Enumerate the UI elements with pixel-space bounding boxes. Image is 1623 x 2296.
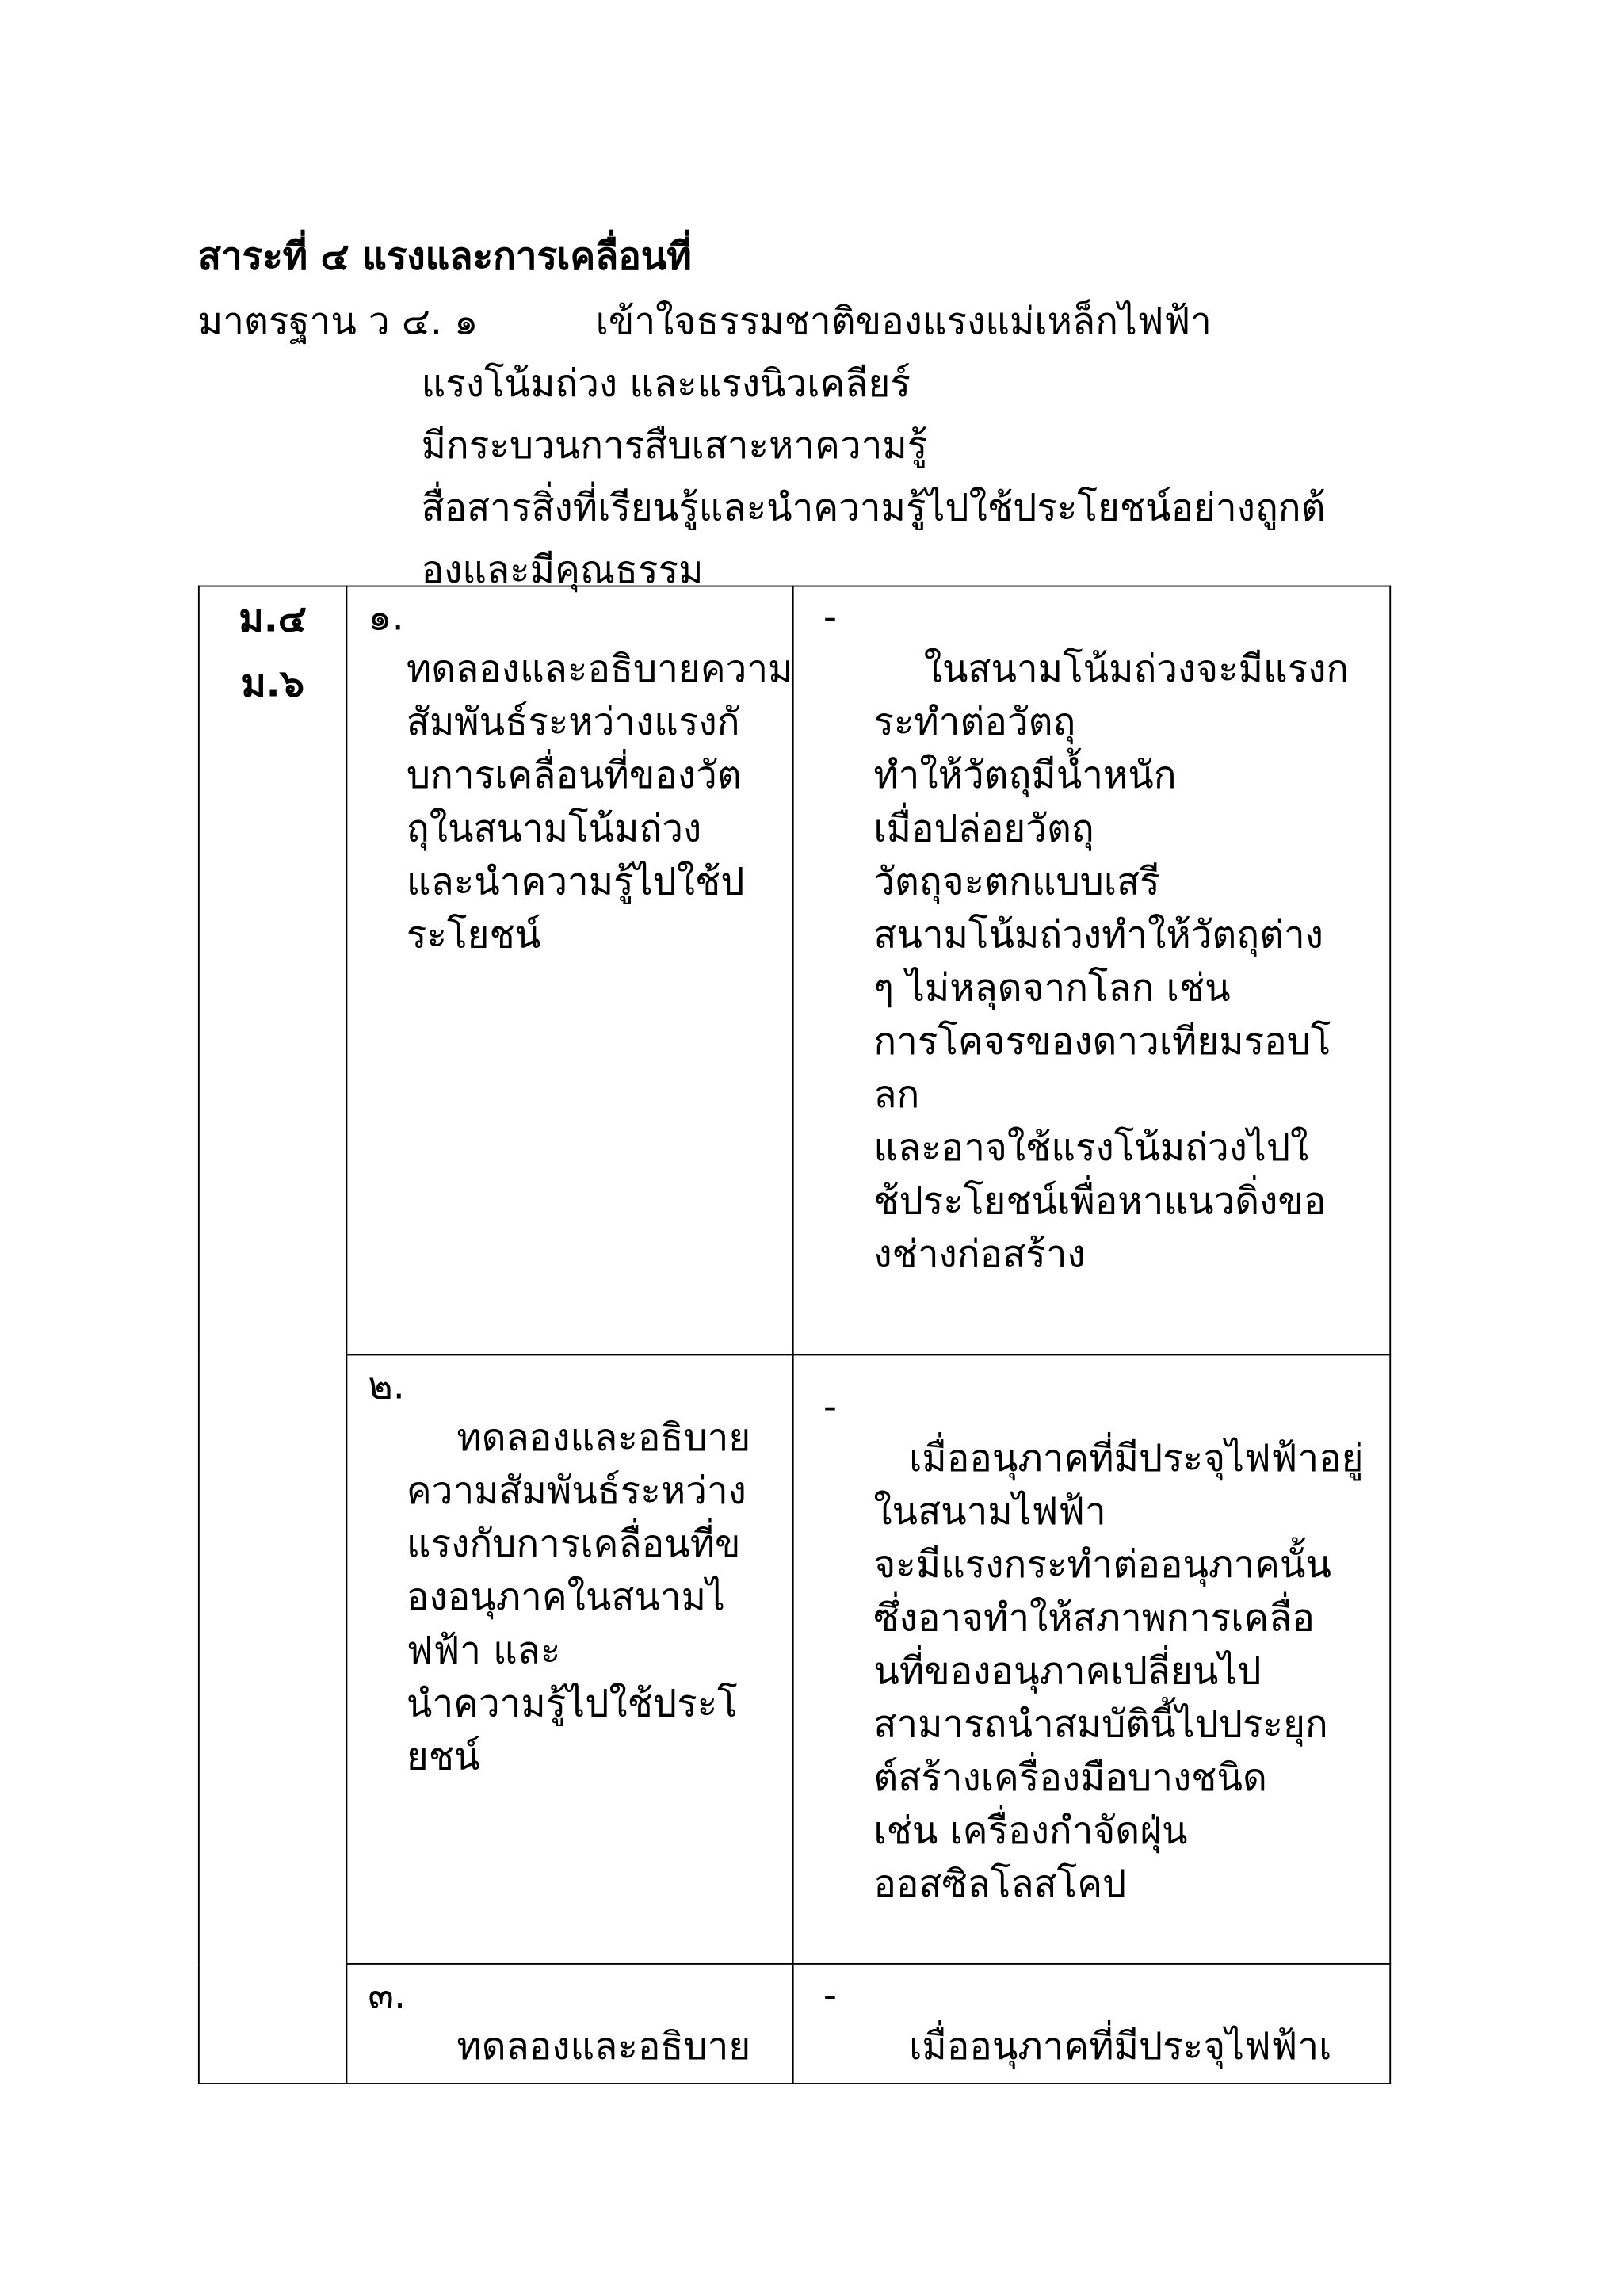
content-line: ซึ่งอาจทำให้สภาพการเคลื่อ xyxy=(873,1596,1315,1641)
content-line: สามารถนำสมบัตินี้ไปประยุก xyxy=(873,1702,1328,1748)
indicator-table xyxy=(198,586,1391,2084)
indicator-line: องอนุภาคในสนามไ xyxy=(406,1576,725,1621)
indicator-line: ทดลองและอธิบาย xyxy=(456,2025,751,2070)
table-row xyxy=(199,586,1390,1355)
content-dash: - xyxy=(823,1385,838,1430)
standard-description xyxy=(422,291,1326,602)
standard-line: องและมีคุณธรรม xyxy=(421,548,704,593)
content-line: นที่ของอนุภาคเปลี่ยนไป xyxy=(873,1649,1262,1694)
indicator-line: และนำความรู้ไปใช้ป xyxy=(406,860,745,905)
indicator-line: ระโยชน์ xyxy=(406,913,541,958)
standard-line: แรงโน้มถ่วง และแรงนิวเคลียร์ xyxy=(421,361,911,407)
standard-line: สื่อสารสิ่งที่เรียนรู้และนำความรู้ไปใช้ประโยชน์อย่างถูกต้ xyxy=(421,486,1326,531)
content-line: ทำให้วัตถุมีน้ำหนัก xyxy=(873,754,1177,799)
indicator-number: ๑. xyxy=(368,595,404,640)
content-cell xyxy=(793,1964,1391,2084)
content-cell xyxy=(793,1354,1391,1963)
indicator-line: ถุในสนามโน้มถ่วง xyxy=(406,807,702,852)
content-line: เมื่ออนุภาคที่มีประจุไฟฟ้าเ xyxy=(909,2025,1332,2070)
content-dash: - xyxy=(823,1973,838,2018)
content-line: ลก xyxy=(873,1073,920,1118)
content-line: สนามโน้มถ่วงทำให้วัตถุต่าง xyxy=(873,913,1323,958)
content-line: การโคจรของดาวเทียมรอบโ xyxy=(873,1019,1331,1064)
standard-label: มาตรฐาน ว ๔. ๑ xyxy=(197,300,479,345)
content-dash: - xyxy=(823,595,838,640)
table-row xyxy=(199,1354,1390,1963)
content-line: เมื่อปล่อยวัตถุ xyxy=(873,807,1094,852)
grade-level-cell xyxy=(199,586,347,2084)
content-line: และอาจใช้แรงโน้มถ่วงไปใ xyxy=(873,1126,1309,1171)
indicator-line: ทดลองและอธิบาย xyxy=(456,1415,751,1461)
table-row xyxy=(199,1964,1390,2084)
indicator-line: บการเคลื่อนที่ของวัต xyxy=(406,754,742,799)
content-line: จะมีแรงกระทำต่ออนุภาคนั้น xyxy=(873,1543,1331,1588)
content-cell xyxy=(793,586,1391,1355)
content-line: ในสนามไฟฟ้า xyxy=(873,1490,1106,1535)
content-line: ช้ประโยชน์เพื่อหาแนวดิ่งขอ xyxy=(873,1179,1327,1224)
content-line: ๆ ไม่หลุดจากโลก เช่น xyxy=(873,966,1231,1011)
content-line: เมื่ออนุภาคที่มีประจุไฟฟ้าอยู่ xyxy=(909,1436,1364,1481)
indicator-line: แรงกับการเคลื่อนที่ข xyxy=(406,1522,741,1568)
indicator-cell xyxy=(346,1964,792,2084)
indicator-line: สัมพันธ์ระหว่างแรงกั xyxy=(406,701,740,746)
grade-level: ม.๖ xyxy=(241,662,304,707)
grade-level: ม.๔ xyxy=(239,597,307,642)
content-line: ออสซิลโลสโคป xyxy=(873,1862,1127,1908)
indicator-number: ๒. xyxy=(368,1364,405,1409)
content-line: ระทำต่อวัตถุ xyxy=(873,701,1076,746)
content-line: งช่างก่อสร้าง xyxy=(873,1232,1086,1278)
content-line: เช่น เครื่องกำจัดฝุ่น xyxy=(873,1809,1188,1854)
content-line: ต์สร้างเครื่องมือบางชนิด xyxy=(873,1755,1267,1801)
content-line: ในสนามโน้มถ่วงจะมีแรงก xyxy=(923,647,1350,692)
indicator-line: ความสัมพันธ์ระหว่าง xyxy=(406,1469,747,1514)
indicator-number: ๓. xyxy=(368,1973,407,2018)
standard-line: มีกระบวนการสืบเสาะหาความรู้ xyxy=(421,424,928,469)
indicator-line: ฟฟ้า และ xyxy=(406,1629,561,1674)
section-title: สาระที่ ๔ แรงและการเคลื่อนที่ xyxy=(197,235,692,280)
indicator-cell xyxy=(346,1354,792,1963)
indicator-line: ทดลองและอธิบายความ xyxy=(406,647,793,692)
standard-line: เข้าใจธรรมชาติของแรงแม่เหล็กไฟฟ้า xyxy=(595,300,1212,345)
indicator-line: ยชน์ xyxy=(406,1735,480,1780)
indicator-line: นำความรู้ไปใช้ประโ xyxy=(406,1682,738,1727)
content-line: วัตถุจะตกแบบเสรี xyxy=(873,860,1160,905)
indicator-cell xyxy=(346,586,792,1355)
